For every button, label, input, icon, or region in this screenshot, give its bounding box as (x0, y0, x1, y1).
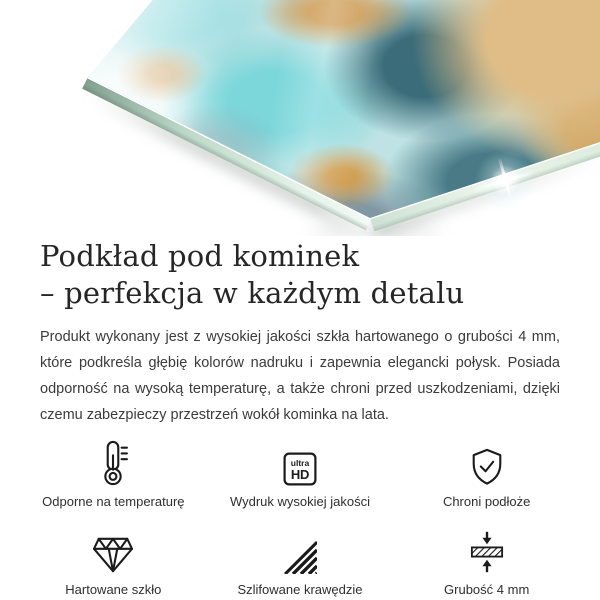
feature-protects-floor (393, 438, 580, 509)
shield-check-icon (469, 438, 505, 486)
feature-label: Chroni podłoże (442, 494, 531, 509)
svg-text:ultra: ultra (290, 458, 310, 468)
feature-label: Odporne na temperaturę (42, 494, 185, 509)
product-photo (0, 0, 600, 236)
feature-tempered-glass (20, 526, 207, 597)
features-grid (0, 438, 600, 597)
ultra-hd-icon (283, 438, 317, 486)
product-description: Produkt wykonany jest z wysokiej jakości szkła hartowanego o grubości 4 mm, które podkreśla głębię kolorów nadruku i zapewnia elegancki połysk. Posiada odporność na wysoką temperaturę, a także chroni przed uszkodzeniami, dzięki czemu zabezpieczy przestrzeń wokół kominka na lata. (40, 329, 560, 423)
diamond-icon (92, 526, 134, 574)
thickness-icon (467, 526, 507, 574)
feature-label: Szlifowane krawędzie (237, 582, 363, 597)
thermometer-icon (97, 438, 129, 486)
feature-label: Wydruk wysokiej jakości (229, 494, 370, 509)
page-title-line2: – perfekcja w każdym detalu (40, 276, 465, 310)
feature-label: Grubość 4 mm (444, 582, 530, 597)
feature-print-quality (207, 438, 394, 509)
page-title (40, 238, 560, 312)
feature-label: Hartowane szkło (65, 582, 162, 597)
feature-temperature-resistant (20, 438, 207, 509)
feature-polished-edges (207, 526, 394, 597)
page-title-line1: Podkład pod kominek (40, 239, 360, 273)
svg-text:HD: HD (290, 467, 310, 482)
polished-edges-icon (283, 526, 317, 574)
feature-thickness (393, 526, 580, 597)
